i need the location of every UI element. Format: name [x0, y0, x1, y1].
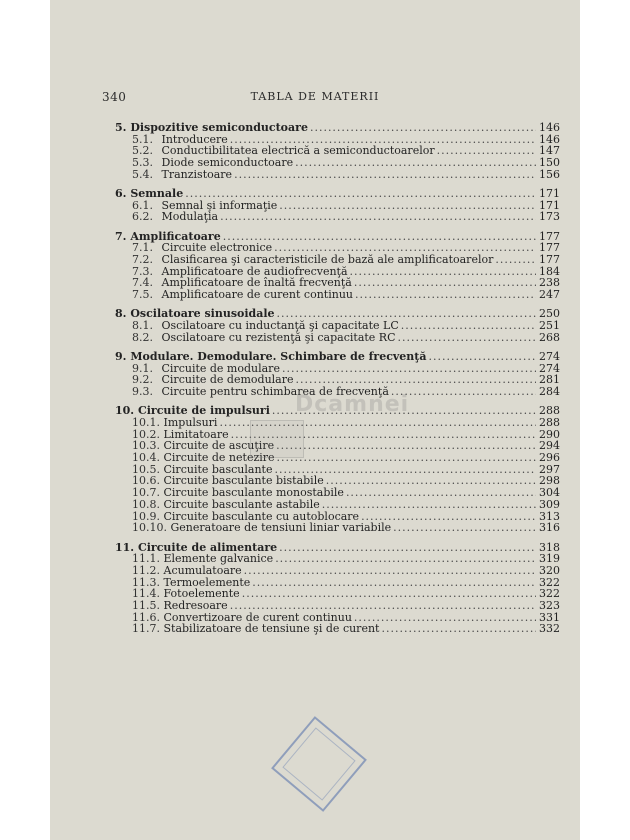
dot-leader — [355, 289, 536, 301]
subsection-name: Generatoare de tensiuni liniar variabile — [170, 521, 392, 535]
chapter-page: 274 — [539, 349, 560, 363]
toc-section — [115, 188, 560, 223]
subsection-page: 156 — [539, 167, 560, 181]
chapter-number: 5. — [115, 121, 127, 134]
subsection-name: Convertizoare de curent continuu — [163, 610, 352, 624]
dot-leader — [276, 440, 536, 452]
subsection-number: 8.2. — [132, 330, 153, 344]
subsection-name: Semnal şi informaţie — [161, 198, 278, 212]
subsection-page: 313 — [539, 509, 560, 523]
subsection-page: 323 — [539, 599, 560, 613]
chapter-name: Dispozitive semiconductoare — [130, 121, 308, 134]
chapter-number: 10. — [115, 404, 135, 418]
chapter-number: 11. — [115, 540, 135, 554]
dot-leader — [275, 553, 536, 565]
subsection-title — [132, 522, 391, 534]
subsection-name: Circuite electronice — [161, 241, 273, 255]
dot-leader — [242, 588, 536, 600]
subsection-number: 6.1. — [132, 198, 153, 212]
subsection-name: Introducere — [161, 132, 228, 146]
subsection-name: Modulaţia — [161, 210, 219, 224]
subsection-page: 268 — [539, 330, 560, 344]
subsection-title — [132, 332, 396, 344]
subsection-name: Limitatoare — [163, 427, 229, 441]
subsection-name: Circuite basculante astabile — [163, 497, 320, 511]
subsection-number: 5.4. — [132, 167, 153, 181]
subsection-number: 10.10. — [132, 521, 167, 535]
subsection-name: Circuite basculante cu autoblocare — [163, 509, 360, 523]
subsection-number: 7.3. — [132, 264, 153, 278]
subsection-number: 11.2. — [132, 563, 160, 577]
subsection-page: 332 — [539, 622, 560, 636]
subsection-number: 5.1. — [132, 132, 153, 146]
subsection-name: Circuite de demodulare — [161, 373, 294, 387]
subsection-page: 147 — [539, 144, 560, 158]
chapter-number: 6. — [115, 187, 127, 201]
chapter-name: Oscilatoare sinusoidale — [130, 307, 275, 321]
subsection-number: 7.1. — [132, 241, 153, 255]
subsection-page: 290 — [539, 427, 560, 441]
dot-leader — [398, 332, 536, 344]
subsection-name: Diode semiconductoare — [161, 156, 294, 170]
subsection-number: 11.6. — [132, 610, 160, 624]
subsection-name: Redresoare — [163, 599, 228, 613]
subsection-page: 296 — [539, 451, 560, 465]
subsection-page: 316 — [539, 521, 560, 535]
subsection-number: 7.4. — [132, 276, 153, 290]
subsection-name: Oscilatoare cu inductanţă şi capacitate LC — [161, 319, 399, 333]
subsection-page: 177 — [539, 241, 560, 255]
dot-leader — [244, 565, 536, 577]
table-of-contents — [115, 122, 560, 643]
dot-leader — [252, 577, 536, 589]
subsection-number: 10.9. — [132, 509, 160, 523]
chapter-name: Circuite de alimentare — [137, 540, 278, 554]
dot-leader — [346, 487, 536, 499]
dot-leader — [310, 122, 536, 134]
toc-subsection-row — [115, 289, 560, 301]
dot-leader — [354, 612, 536, 624]
dot-leader — [354, 277, 536, 289]
subsection-number: 10.2. — [132, 427, 160, 441]
subsection-name: Circuite pentru schimbarea de frecvenţă — [161, 385, 389, 399]
subsection-name: Acumulatoare — [163, 563, 242, 577]
dot-leader — [326, 475, 536, 487]
subsection-name: Fotoelemente — [163, 587, 240, 601]
subsection-title — [132, 289, 353, 301]
dot-leader — [279, 542, 536, 554]
subsection-name: Circuite de netezire — [163, 451, 275, 465]
dot-leader — [495, 254, 536, 266]
chapter-page: 250 — [539, 307, 560, 321]
subsection-number: 10.1. — [132, 415, 160, 429]
subsection-page: 173 — [539, 210, 560, 224]
subsection-number: 8.1. — [132, 319, 153, 333]
chapter-page: 146 — [539, 121, 560, 134]
watermark: Dcamnei — [295, 392, 410, 417]
subsection-number: 11.4. — [132, 587, 160, 601]
subsection-page: 274 — [539, 361, 560, 375]
library-stamp — [271, 716, 367, 812]
dot-leader — [282, 363, 536, 375]
subsection-number: 7.5. — [132, 288, 153, 302]
subsection-name: Amplificatoare de audiofrecvenţă — [161, 264, 348, 278]
chapter-number: 8. — [115, 307, 127, 321]
toc-section — [115, 405, 560, 534]
subsection-number: 10.4. — [132, 451, 160, 465]
subsection-name: Tranzistoare — [161, 167, 233, 181]
subsection-number: 11.5. — [132, 599, 160, 613]
dot-leader — [220, 211, 536, 223]
toc-section — [115, 231, 560, 301]
chapter-page: 177 — [539, 229, 560, 243]
subsection-number: 7.2. — [132, 253, 153, 267]
subsection-page: 320 — [539, 563, 560, 577]
subsection-number: 10.6. — [132, 474, 160, 488]
dot-leader — [295, 157, 536, 169]
subsection-name: Circuite de modulare — [161, 361, 280, 375]
subsection-number: 10.5. — [132, 462, 160, 476]
toc-section — [115, 122, 560, 181]
dot-leader — [393, 522, 536, 534]
subsection-page: 309 — [539, 497, 560, 511]
watermark-box — [250, 420, 304, 458]
toc-subsection-row — [115, 169, 560, 181]
subsection-page: 284 — [539, 385, 560, 399]
subsection-name: Elemente galvanice — [163, 552, 274, 566]
dot-leader — [391, 386, 536, 398]
subsection-page: 297 — [539, 462, 560, 476]
subsection-page: 171 — [539, 198, 560, 212]
subsection-name: Stabilizatoare de tensiune şi de curent — [163, 622, 380, 636]
dot-leader — [234, 169, 536, 181]
subsection-number: 11.3. — [132, 575, 160, 589]
dot-leader — [381, 623, 536, 635]
subsection-page: 322 — [539, 575, 560, 589]
toc-section — [115, 351, 560, 398]
chapter-page: 318 — [539, 540, 560, 554]
toc-subsection-row — [115, 332, 560, 344]
book-page — [50, 0, 580, 840]
subsection-page: 294 — [539, 439, 560, 453]
subsection-page: 247 — [539, 288, 560, 302]
subsection-name: Termoelemente — [163, 575, 251, 589]
dot-leader — [279, 200, 536, 212]
subsection-page: 281 — [539, 373, 560, 387]
chapter-name: Modulare. Demodulare. Schimbare de frecvenţă — [130, 349, 427, 363]
subsection-name: Circuite basculante — [163, 462, 273, 476]
chapter-name: Semnale — [130, 187, 184, 201]
chapter-number: 7. — [115, 229, 127, 243]
subsection-page: 150 — [539, 156, 560, 170]
subsection-name: Conductibilitatea electrică a semiconductoarelor — [161, 144, 435, 158]
subsection-page: 298 — [539, 474, 560, 488]
subsection-number: 11.7. — [132, 622, 160, 636]
subsection-page: 251 — [539, 319, 560, 333]
dot-leader — [401, 320, 536, 332]
subsection-title — [132, 211, 218, 223]
subsection-page: 238 — [539, 276, 560, 290]
dot-leader — [437, 145, 536, 157]
chapter-page: 288 — [539, 404, 560, 418]
subsection-name: Oscilatoare cu rezistenţă şi capacitate RC — [161, 330, 396, 344]
toc-section — [115, 308, 560, 343]
subsection-number: 10.3. — [132, 439, 160, 453]
toc-section — [115, 542, 560, 636]
chapter-name: Circuite de impulsuri — [137, 404, 270, 418]
subsection-page: 322 — [539, 587, 560, 601]
subsection-name: Circuite de ascuţire — [163, 439, 275, 453]
subsection-number: 11.1. — [132, 552, 160, 566]
subsection-page: 288 — [539, 415, 560, 429]
subsection-number: 9.1. — [132, 361, 153, 375]
chapter-page: 171 — [539, 187, 560, 201]
subsection-page: 184 — [539, 264, 560, 278]
chapter-number: 9. — [115, 349, 127, 363]
subsection-number: 9.2. — [132, 373, 153, 387]
subsection-title — [132, 623, 379, 635]
toc-subsection-row — [115, 211, 560, 223]
subsection-page: 177 — [539, 253, 560, 267]
toc-subsection-row — [115, 522, 560, 534]
subsection-title — [132, 169, 232, 181]
subsection-name: Amplificatoare de înaltă frecvenţă — [161, 276, 352, 290]
dot-leader — [429, 351, 537, 363]
dot-leader — [350, 266, 536, 278]
toc-subsection-row — [115, 623, 560, 635]
subsection-name: Impulsuri — [163, 415, 218, 429]
subsection-number: 9.3. — [132, 385, 153, 399]
subsection-number: 10.7. — [132, 486, 160, 500]
subsection-name: Circuite basculante monostabile — [163, 486, 344, 500]
subsection-name: Circuite basculante bistabile — [163, 474, 324, 488]
subsection-number: 6.2. — [132, 210, 153, 224]
subsection-page: 319 — [539, 552, 560, 566]
subsection-name: Amplificatoare de curent continuu — [161, 288, 353, 302]
subsection-page: 331 — [539, 610, 560, 624]
chapter-name: Amplificatoare — [130, 229, 221, 243]
page-number: 340 — [102, 90, 127, 104]
subsection-page: 304 — [539, 486, 560, 500]
subsection-page: 146 — [539, 132, 560, 146]
subsection-number: 5.2. — [132, 144, 153, 158]
subsection-name: Clasificarea şi caracteristicile de bază ale amplificatoarelor — [161, 253, 494, 267]
subsection-number: 5.3. — [132, 156, 153, 170]
page-header — [50, 90, 580, 108]
running-title: TABLA DE MATERII — [250, 90, 380, 103]
subsection-number: 10.8. — [132, 497, 160, 511]
dot-leader — [277, 452, 536, 464]
